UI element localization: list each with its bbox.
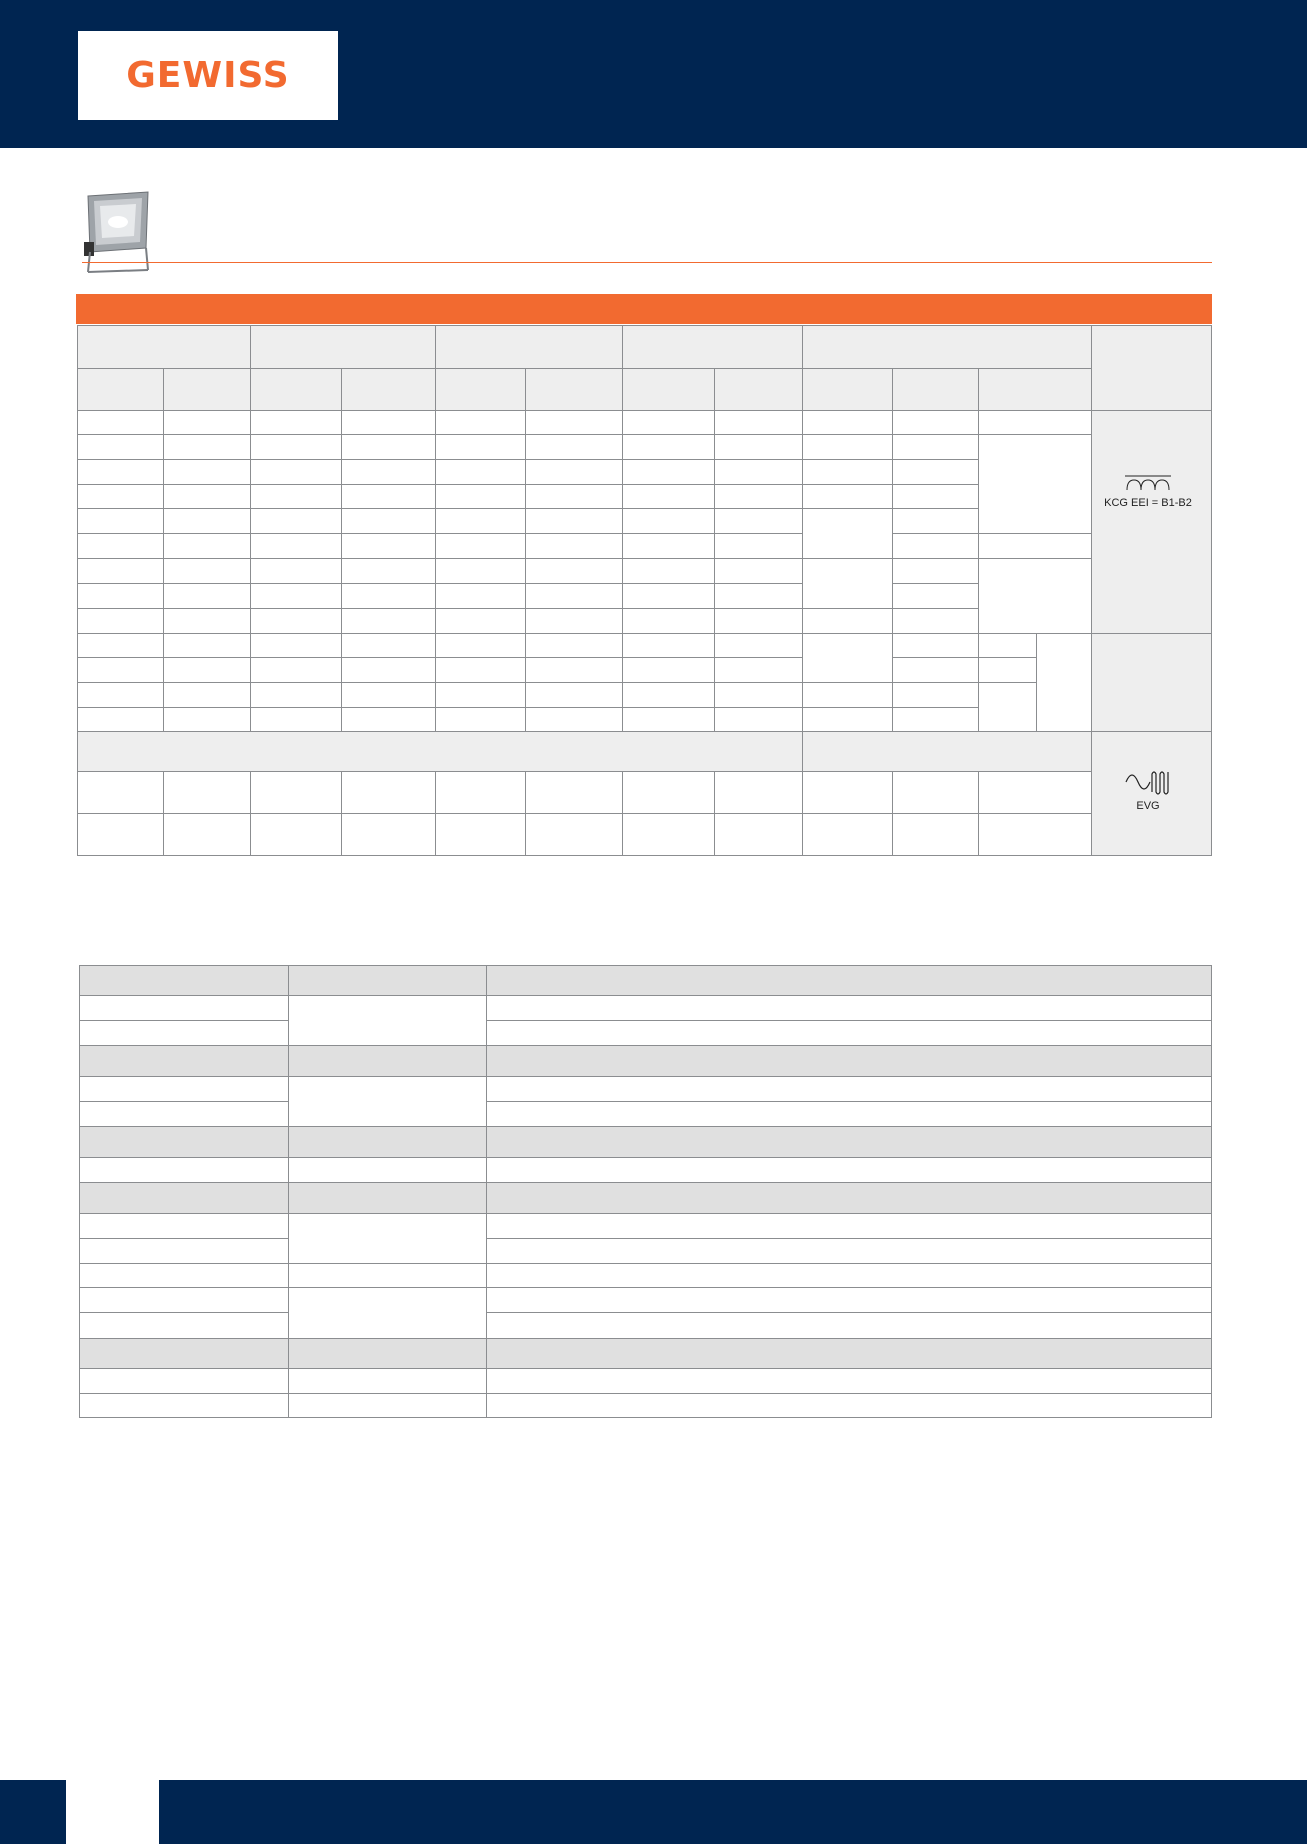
spec-section-header [79,1126,289,1158]
brand-logo-text: GEWISS [126,55,290,96]
table-cell [250,459,342,485]
table-cell [714,434,803,460]
table-cell [525,459,623,485]
table-cell [802,484,893,509]
table-cell [892,558,979,584]
table-cell [435,434,526,460]
table-cell [288,1213,487,1264]
table-cell [802,813,893,856]
table-cell [714,813,803,856]
table-cell [525,508,623,534]
section-header [802,731,1092,772]
table-cell [892,771,979,814]
spec-section-header [486,965,1212,996]
table-cell [77,657,164,683]
spec-section-header [79,1338,289,1369]
spec-section-header [486,1338,1212,1369]
column-subheader [250,368,342,411]
table-cell [714,558,803,584]
table-cell [341,682,436,708]
table-cell [163,484,251,509]
table-cell [978,558,1092,634]
column-subheader [163,368,251,411]
table-cell [714,657,803,683]
table-cell [486,1263,1212,1288]
table-cell [802,608,893,634]
table-cell [163,608,251,634]
table-cell [288,1287,487,1339]
symbol-cell [1091,633,1212,732]
table-cell [288,1368,487,1394]
table-cell [622,533,715,559]
table-cell [802,459,893,485]
spec-section-header [79,1182,289,1214]
table-cell [486,995,1212,1021]
table-cell [802,771,893,814]
electronic-ballast-label: EVG [1136,800,1160,812]
table-cell [525,583,623,609]
table-cell [341,484,436,509]
table-cell [163,707,251,732]
table-cell [525,682,623,708]
table-cell [77,633,164,658]
table-cell [77,484,164,509]
table-cell [622,633,715,658]
table-cell [892,657,979,683]
table-cell [79,1368,289,1394]
table-cell [802,434,893,460]
table-cell [288,995,487,1046]
table-cell [525,813,623,856]
table-cell [435,608,526,634]
symbol-cell-ballast [1091,410,1212,634]
table-cell [486,1076,1212,1102]
table-cell [250,558,342,584]
spec-section-header [486,1126,1212,1158]
table-cell [77,682,164,708]
table-cell [288,1393,487,1418]
table-cell [250,682,342,708]
table-cell [978,657,1037,683]
table-cell [714,633,803,658]
table-cell [978,813,1092,856]
table-cell [163,813,251,856]
spec-section-header [486,1045,1212,1077]
table-cell [163,633,251,658]
table-cell [435,657,526,683]
table-cell [163,771,251,814]
table-cell [622,657,715,683]
table-cell [435,813,526,856]
table-cell [486,1157,1212,1183]
table-cell [250,583,342,609]
table-cell [435,459,526,485]
table-cell [163,583,251,609]
table-cell [250,508,342,534]
table-header-bar [76,294,1212,324]
table-cell [525,434,623,460]
spec-section-header [486,1182,1212,1214]
spec-section-header [288,1126,487,1158]
table-cell [525,533,623,559]
table-cell [250,410,342,435]
table-cell [250,434,342,460]
table-cell [622,484,715,509]
table-cell [341,813,436,856]
table-cell [163,533,251,559]
table-cell [622,813,715,856]
table-cell [163,558,251,584]
column-group-header [435,325,623,369]
table-cell [802,410,893,435]
table-cell [802,508,893,559]
table-cell [163,682,251,708]
table-cell [77,707,164,732]
table-cell [525,484,623,509]
table-cell [622,434,715,460]
table-cell [892,608,979,634]
table-cell [77,771,164,814]
table-cell [525,633,623,658]
table-cell [435,533,526,559]
table-cell [978,410,1092,435]
table-cell [622,707,715,732]
table-cell [525,558,623,584]
electronic-ballast-icon [1124,766,1172,798]
table-cell [79,1101,289,1127]
table-cell [79,1287,289,1313]
table-cell [892,583,979,609]
table-cell [163,508,251,534]
table-cell [341,459,436,485]
table-cell [525,410,623,435]
table-cell [978,633,1037,658]
table-cell [525,771,623,814]
table-cell [714,484,803,509]
table-cell [486,1287,1212,1313]
table-cell [978,434,1092,534]
table-cell [892,410,979,435]
table-cell [341,533,436,559]
table-cell [79,1213,289,1239]
table-cell [714,533,803,559]
table-cell [77,508,164,534]
table-cell [77,434,164,460]
table-cell [341,558,436,584]
table-cell [714,459,803,485]
table-cell [250,657,342,683]
column-subheader [435,368,526,411]
brand-logo [78,31,338,120]
table-cell [250,608,342,634]
table-cell [79,1238,289,1264]
column-subheader [622,368,715,411]
table-cell [77,558,164,584]
table-cell [341,608,436,634]
spec-section-header [288,1045,487,1077]
table-cell [341,771,436,814]
table-cell [1036,633,1092,732]
table-cell [250,633,342,658]
table-cell [622,608,715,634]
table-cell [714,707,803,732]
table-cell [892,459,979,485]
table-cell [622,459,715,485]
column-group-header [77,325,251,369]
table-cell [77,608,164,634]
table-cell [435,771,526,814]
table-cell [341,657,436,683]
table-cell [250,533,342,559]
table-cell [802,707,893,732]
table-cell [250,813,342,856]
table-cell [77,410,164,435]
table-cell [435,558,526,584]
table-cell [288,1157,487,1183]
table-cell [622,410,715,435]
table-cell [79,1393,289,1418]
table-cell [714,508,803,534]
footer-band-left [0,1780,66,1844]
table-cell [486,1213,1212,1239]
table-cell [892,813,979,856]
table-cell [341,633,436,658]
table-cell [79,995,289,1021]
table-cell [714,682,803,708]
table-cell [802,558,893,609]
table-cell [163,459,251,485]
section-header [77,731,803,772]
table-cell [77,813,164,856]
table-cell [622,771,715,814]
table-cell [486,1393,1212,1418]
table-cell [978,533,1092,559]
table-cell [79,1020,289,1046]
spec-section-header [288,1182,487,1214]
table-cell [288,1263,487,1288]
table-cell [486,1368,1212,1394]
table-cell [622,583,715,609]
table-cell [163,434,251,460]
table-cell [622,508,715,534]
table-cell [435,707,526,732]
title-rule [82,262,1212,263]
symbol-column-header [1091,325,1212,411]
table-cell [622,558,715,584]
spec-section-header [79,1045,289,1077]
table-cell [525,707,623,732]
table-cell [341,410,436,435]
column-subheader [892,368,979,411]
table-cell [163,410,251,435]
table-cell [77,533,164,559]
table-cell [978,771,1092,814]
table-cell [77,583,164,609]
table-cell [978,682,1037,732]
magnetic-ballast-icon [1123,474,1173,492]
column-subheader [525,368,623,411]
column-subheader [978,368,1092,411]
table-cell [341,508,436,534]
table-cell [79,1076,289,1102]
table-cell [892,633,979,658]
table-cell [79,1157,289,1183]
table-cell [341,583,436,609]
table-cell [892,508,979,534]
table-cell [486,1020,1212,1046]
table-cell [250,771,342,814]
table-cell [892,682,979,708]
spec-section-header [288,965,487,996]
column-group-header [622,325,803,369]
table-cell [714,583,803,609]
column-subheader [714,368,803,411]
table-cell [250,484,342,509]
table-cell [435,583,526,609]
column-group-header [250,325,436,369]
spec-section-header [79,965,289,996]
table-cell [892,707,979,732]
table-cell [486,1101,1212,1127]
table-cell [435,410,526,435]
spec-section-header [288,1338,487,1369]
table-cell [79,1312,289,1339]
column-group-header [802,325,1092,369]
table-cell [435,633,526,658]
table-cell [435,484,526,509]
table-cell [714,771,803,814]
table-cell [79,1263,289,1288]
table-cell [525,608,623,634]
table-cell [486,1312,1212,1339]
table-cell [892,484,979,509]
column-subheader [802,368,893,411]
table-cell [435,682,526,708]
table-cell [892,434,979,460]
table-cell [802,682,893,708]
table-cell [288,1076,487,1127]
column-subheader [341,368,436,411]
table-cell [892,533,979,559]
table-cell [525,657,623,683]
table-cell [714,410,803,435]
table-cell [714,608,803,634]
table-cell [341,434,436,460]
table-cell [435,508,526,534]
column-subheader [77,368,164,411]
table-cell [486,1238,1212,1264]
table-cell [77,459,164,485]
table-cell [622,682,715,708]
table-cell [802,633,893,683]
footer-band-right [159,1780,1307,1844]
table-cell [163,657,251,683]
ballast-class-label: KCG EEI = B1-B2 [1104,497,1192,509]
table-cell [250,707,342,732]
table-cell [341,707,436,732]
